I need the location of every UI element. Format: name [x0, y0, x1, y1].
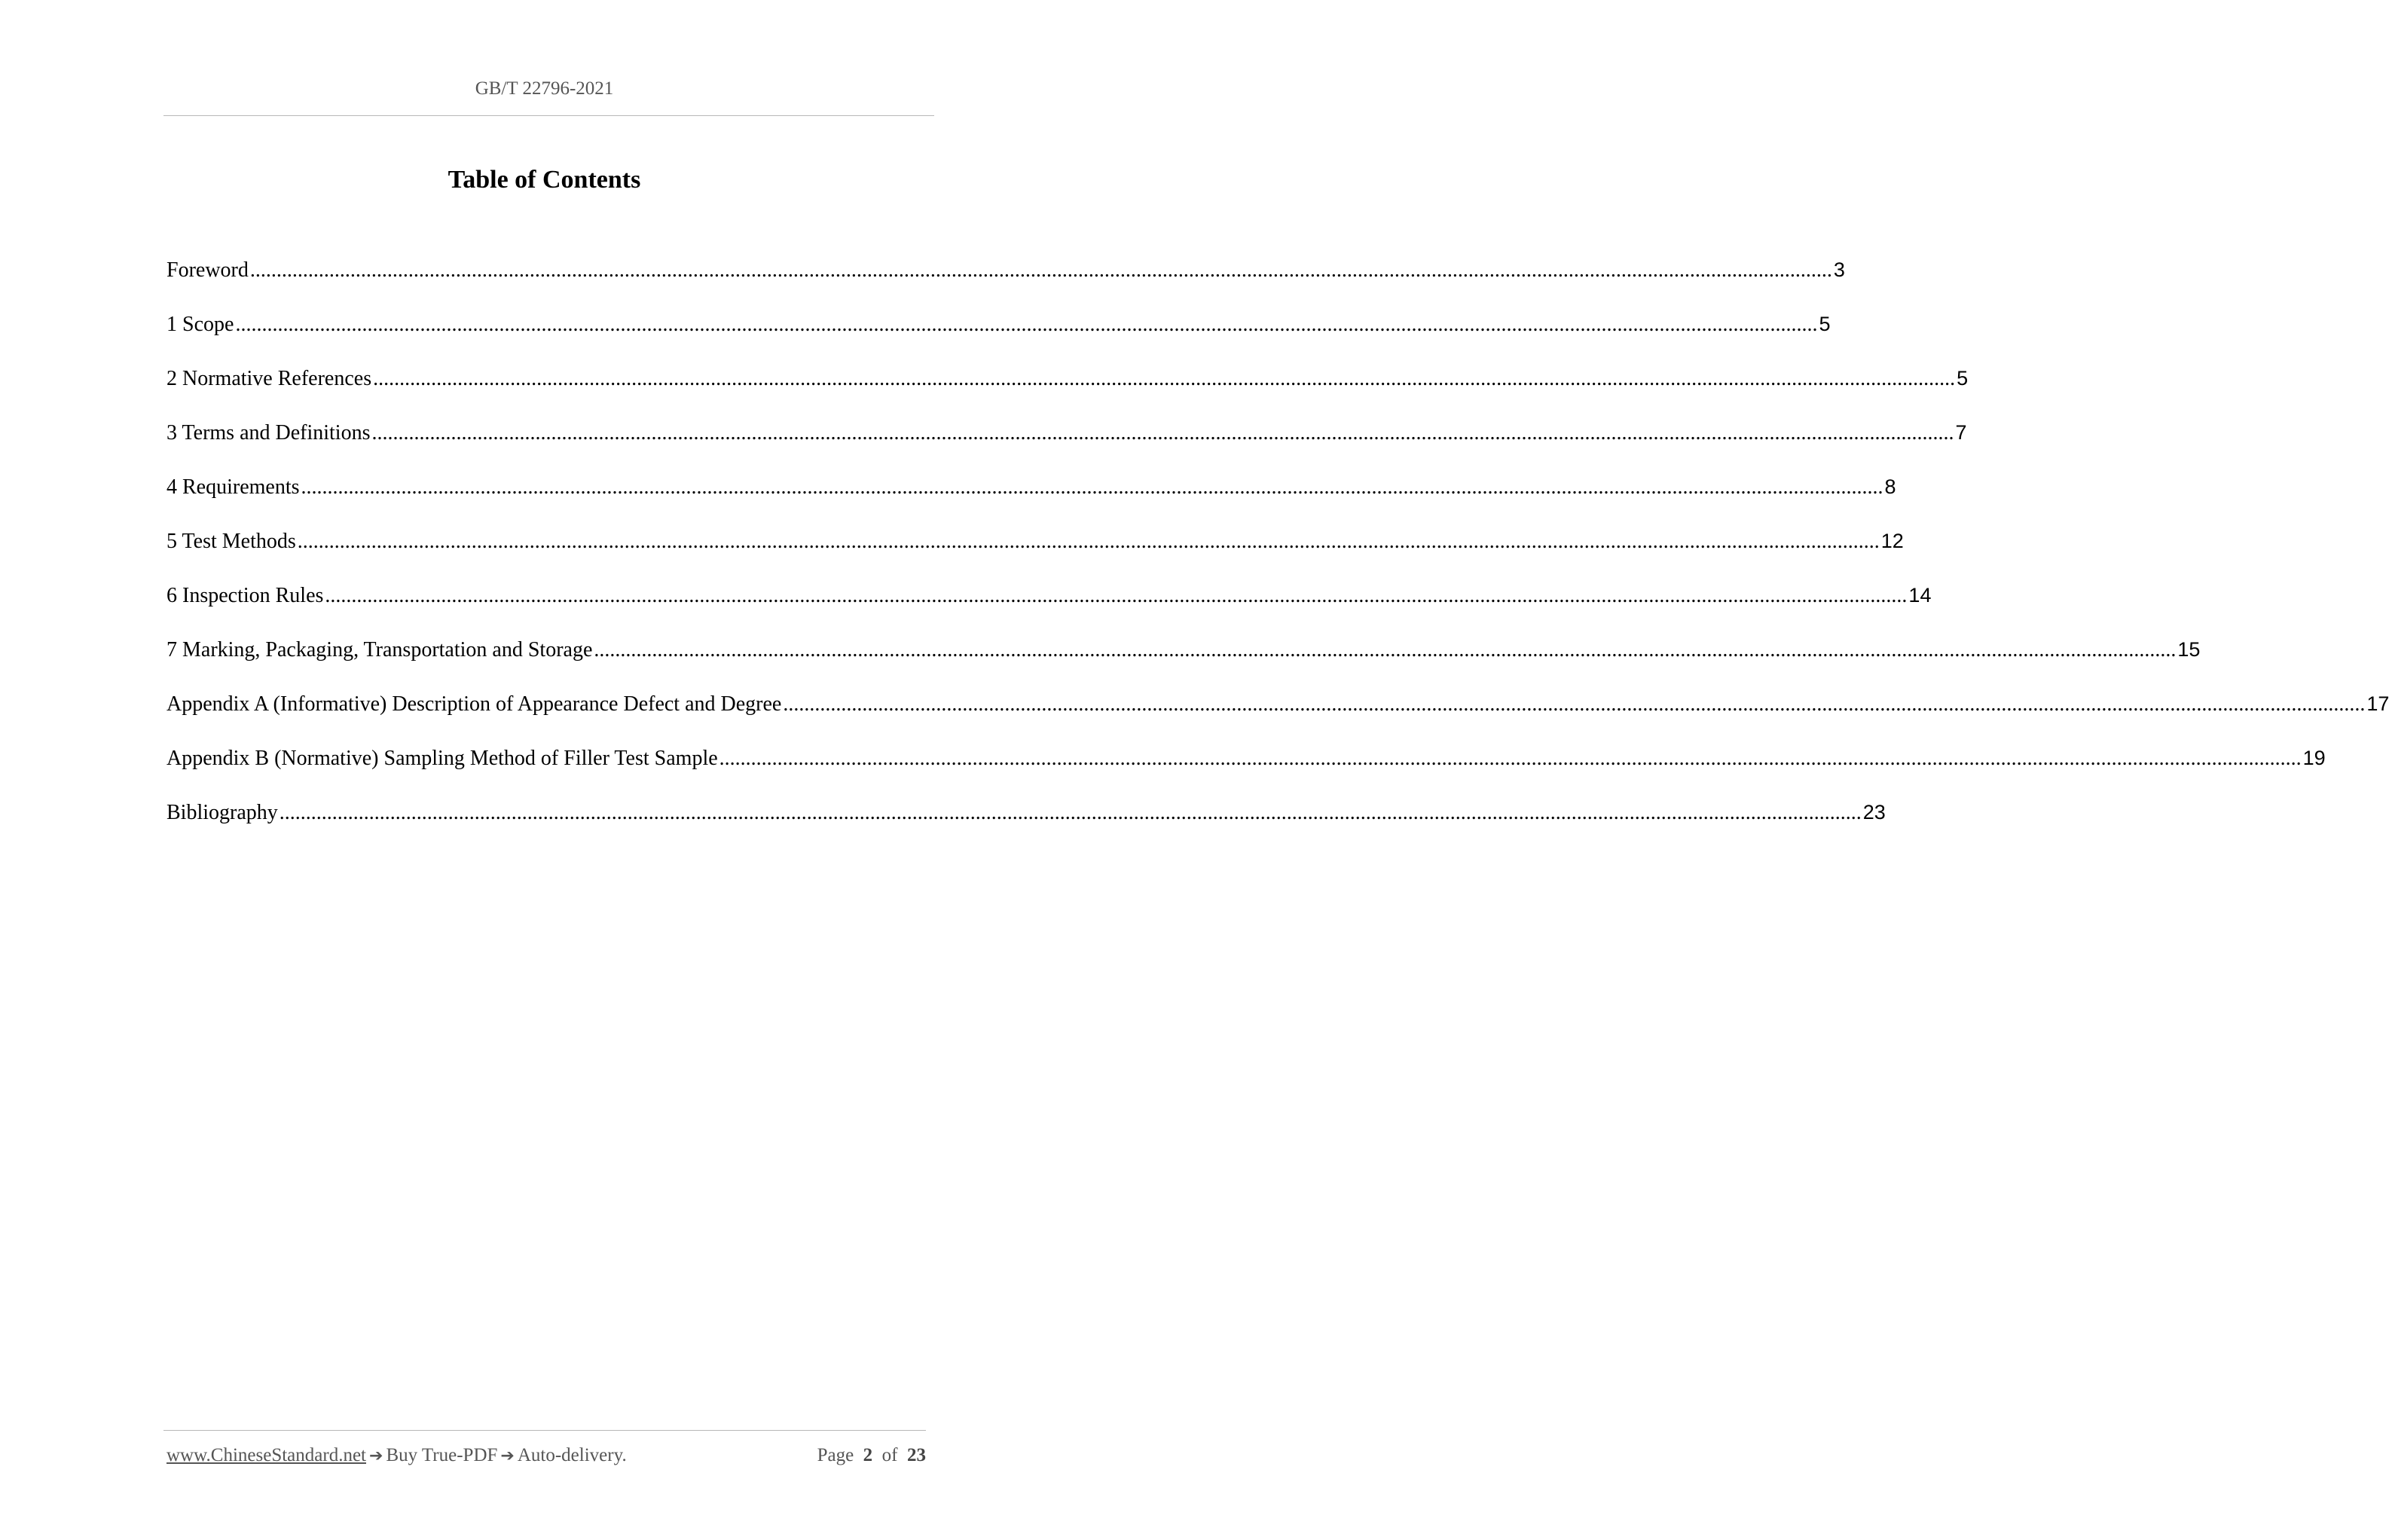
- toc-entry-page: 8: [1884, 475, 1896, 498]
- toc-entry-label: Appendix B (Normative) Sampling Method of Filler Test Sample: [166, 747, 718, 770]
- toc-entry-appendix-a[interactable]: [166, 690, 2389, 744]
- toc-list: [166, 256, 2389, 853]
- toc-entry-test-methods[interactable]: [166, 527, 1904, 582]
- toc-entry-page: 23: [1862, 801, 1886, 823]
- toc-entry-label: 1 Scope: [166, 313, 234, 336]
- toc-entry-page: 7: [1955, 421, 1967, 444]
- toc-entry-label: 3 Terms and Definitions: [166, 421, 371, 445]
- toc-entry-requirements[interactable]: [166, 473, 1896, 527]
- toc-entry-bibliography[interactable]: [166, 799, 1886, 853]
- toc-entry-label: 5 Test Methods: [166, 530, 296, 553]
- toc-dot-leader: ............................................................................................................................................................................................................................................................................................................: [719, 747, 2302, 770]
- page-of-word: of: [881, 1445, 898, 1465]
- toc-entry-marking-packaging[interactable]: [166, 636, 2201, 690]
- toc-entry-page: 19: [2302, 747, 2326, 769]
- toc-dot-leader: ............................................................................................................................................................................................................................................................................................................: [279, 801, 1862, 824]
- toc-dot-leader: ............................................................................................................................................................................................................................................................................................................: [235, 313, 1818, 336]
- toc-entry-label: Appendix A (Informative) Description of Appearance Defect and Degree: [166, 692, 782, 716]
- toc-entry-appendix-b[interactable]: [166, 744, 2326, 799]
- toc-entry-normative-references[interactable]: [166, 365, 1969, 419]
- toc-entry-inspection-rules[interactable]: [166, 582, 1932, 636]
- toc-entry-page: 12: [1880, 530, 1904, 552]
- toc-dot-leader: ............................................................................................................................................................................................................................................................................................................: [325, 584, 1908, 607]
- toc-entry-page: 17: [2366, 692, 2389, 715]
- toc-entry-page: 15: [2177, 638, 2201, 661]
- arrow-right-icon: ➔: [500, 1447, 515, 1465]
- toc-entry-page: 14: [1908, 584, 1932, 607]
- toc-entry-page: 5: [1819, 313, 1831, 335]
- toc-entry-label: Foreword: [166, 258, 249, 282]
- toc-entry-scope[interactable]: [166, 310, 1831, 365]
- document-code-header: GB/T 22796-2021: [475, 78, 614, 99]
- footer-promo: [166, 1444, 627, 1468]
- toc-entry-foreword[interactable]: [166, 256, 1845, 310]
- toc-dot-leader: ............................................................................................................................................................................................................................................................................................................: [249, 258, 1832, 282]
- toc-entry-label: 4 Requirements: [166, 475, 300, 499]
- toc-dot-leader: ............................................................................................................................................................................................................................................................................................................: [783, 692, 2366, 716]
- page-number: [817, 1444, 926, 1467]
- arrow-right-icon: ➔: [369, 1447, 383, 1465]
- auto-delivery-text: Auto-delivery.: [517, 1445, 627, 1465]
- buy-true-pdf-text: Buy True-PDF: [386, 1445, 498, 1465]
- footer-divider: [163, 1430, 926, 1431]
- toc-dot-leader: ............................................................................................................................................................................................................................................................................................................: [373, 367, 1956, 390]
- toc-dot-leader: ............................................................................................................................................................................................................................................................................................................: [371, 421, 1954, 445]
- toc-dot-leader: ............................................................................................................................................................................................................................................................................................................: [297, 530, 1880, 553]
- toc-entry-label: 2 Normative References: [166, 367, 372, 390]
- toc-dot-leader: ............................................................................................................................................................................................................................................................................................................: [301, 475, 1883, 499]
- toc-entry-label: 6 Inspection Rules: [166, 584, 324, 607]
- toc-entry-label: 7 Marking, Packaging, Transportation and Storage: [166, 638, 593, 662]
- total-pages: 23: [907, 1445, 926, 1465]
- site-link[interactable]: www.ChineseStandard.net: [166, 1445, 366, 1465]
- toc-dot-leader: ............................................................................................................................................................................................................................................................................................................: [594, 638, 2177, 662]
- page-word: Page: [817, 1445, 854, 1465]
- header-divider: [163, 115, 934, 116]
- toc-entry-page: 5: [1957, 367, 1969, 390]
- toc-entry-terms-and-definitions[interactable]: [166, 419, 1967, 473]
- toc-entry-label: Bibliography: [166, 801, 278, 824]
- toc-title: Table of Contents: [448, 166, 641, 194]
- current-page: 2: [863, 1445, 873, 1465]
- toc-entry-page: 3: [1833, 258, 1845, 281]
